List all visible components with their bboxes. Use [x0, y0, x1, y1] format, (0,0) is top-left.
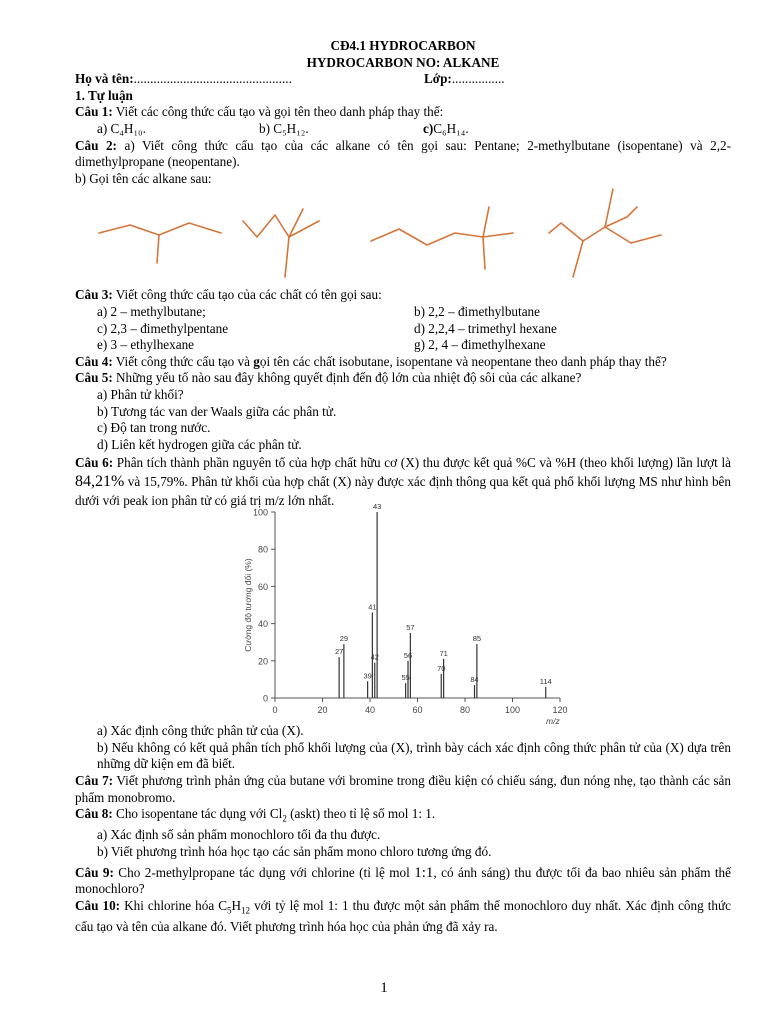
x-tick-label: 0	[272, 705, 278, 716]
question-4-text-1: Viết công thức cấu tạo và	[112, 353, 254, 369]
peak-label: 70	[437, 664, 446, 674]
peak-label: 55	[401, 673, 410, 683]
skeletal-molecule-1-branch	[157, 235, 159, 263]
title-line-1: CĐ4.1 HYDROCARBON	[330, 38, 476, 53]
question-4-bold-letter: g	[253, 353, 260, 369]
skeletal-molecule-2	[243, 215, 319, 237]
x-tick-label: 120	[552, 705, 568, 716]
peak-label: 29	[339, 634, 349, 644]
class-label: Lớp:	[424, 71, 452, 87]
skeletal-structures	[75, 187, 731, 287]
peak-label: 27	[334, 647, 344, 657]
question-3-item-a: a) 2 – methylbutane;	[97, 303, 206, 319]
peak-label: 71	[439, 649, 448, 659]
skeletal-molecule-3-branch-2	[483, 237, 485, 269]
question-10-text-1: Khi chlorine hóa C	[120, 897, 228, 913]
question-9-text-1: Cho 2-methylpropane tác dụng với chlorine (tỉ lệ mol	[113, 864, 415, 880]
question-2-text-a: a) Viết công thức cấu tạo của các alkane có tên gọi sau: Pentane; 2-methylbutane (isopentane) và 2,2-dimethylpropane (neopentane).	[75, 137, 731, 170]
question-10-label: Câu 10:	[75, 897, 121, 913]
question-6	[75, 453, 731, 510]
question-10-text-2: với tỷ lệ mol 1: 1 thu được một sản phẩm thế monochloro duy nhất. Xác định công thức cấu tạo và tên của alkane đó. Viết phương trình hóa học của phản ứng đã xảy ra.	[75, 897, 731, 935]
question-10	[75, 898, 731, 936]
question-1-option-c: C₆H₁₄.	[433, 120, 469, 136]
question-3-item-b: b) 2,2 – đimethylbutane	[414, 303, 540, 319]
question-4-text-2: ọi tên các chất isobutane, isopentane và neopentane theo danh pháp thay thế?	[259, 353, 667, 369]
question-9-text-2: , có ánh sáng) thu được tối đa bao nhiêu sản phẩm thế monochloro?	[75, 864, 731, 897]
skeletal-molecule-3-branch-1	[483, 207, 489, 237]
y-tick-label: 0	[262, 693, 268, 704]
question-10-text-h: H	[231, 897, 242, 913]
question-1-option-b: b) C₅H₁₂.	[259, 120, 309, 136]
peak-label: 56	[403, 651, 413, 661]
question-3-text: Viết công thức cấu tạo của các chất có tên gọi sau:	[112, 287, 382, 303]
x-tick-label: 40	[364, 705, 376, 716]
name-dots: ................................................	[133, 71, 292, 87]
question-9	[75, 865, 731, 898]
y-axis-label: Cường độ tương đối (%)	[243, 558, 253, 652]
question-2-label: Câu 2:	[75, 137, 117, 153]
x-tick-label: 20	[317, 705, 328, 716]
question-9-ratio: 1:1	[414, 864, 434, 881]
x-tick-label: 60	[412, 705, 423, 716]
question-3-item-e: e) 3 – ethylhexane	[97, 337, 195, 353]
title-line-2: HYDROCARBON NO: ALKANE	[306, 54, 500, 70]
question-3-label: Câu 3:	[75, 287, 113, 303]
skeletal-formulas-figure	[75, 187, 731, 287]
question-2-part-b: b) Gọi tên các alkane sau:	[75, 170, 212, 186]
section-heading: 1. Tự luận	[75, 87, 133, 103]
worksheet	[75, 38, 731, 936]
question-3-item-g: g) 2, 4 – đimethylhexane	[414, 337, 546, 353]
x-tick-label: 100	[504, 705, 521, 716]
question-5-option-a: a) Phân tử khối?	[97, 386, 184, 402]
question-2	[75, 138, 731, 171]
student-info	[75, 71, 731, 88]
question-8-part-b: b) Viết phương trình hóa học tạo các sản phẩm mono chloro tương ứng đó.	[97, 844, 492, 860]
question-10-subscript-2: 12	[241, 905, 251, 916]
x-tick-label: 80	[459, 705, 471, 716]
question-10-subscript-1: 5	[227, 905, 232, 916]
question-1	[75, 104, 731, 121]
question-3-row-1	[75, 304, 731, 321]
question-5-option-c: c) Độ tan trong nước.	[97, 420, 211, 436]
skeletal-molecule-4-branch-3	[605, 227, 631, 243]
name-label: Họ và tên:	[75, 71, 134, 87]
question-3-item-d: d) 2,2,4 – trimethyl hexane	[414, 320, 557, 336]
question-1-option-a: a) C₄H₁₀.	[97, 120, 146, 136]
question-7-text: Viết phương trình phản ứng của butane với bromine trong điều kiện có chiếu sáng, đun nóng nhẹ, tạo thành các sản phẩm monobromo.	[75, 773, 731, 805]
question-8-part-a: a) Xác định số sản phẩm monochloro tối đa thu được.	[97, 827, 381, 843]
question-3	[75, 287, 731, 304]
question-8-label: Câu 8:	[75, 806, 113, 822]
mass-spectrum-chart	[75, 502, 731, 727]
question-5-text: Những yếu tố nào sau đây không quyết định đến độ lớn của nhiệt độ sôi của các alkane?	[112, 370, 582, 386]
question-3-item-c: c) 2,3 – đimethylpentane	[97, 320, 229, 336]
skeletal-molecule-4-branch-1	[605, 189, 613, 227]
question-6-label: Câu 6:	[75, 455, 114, 471]
question-9-label: Câu 9:	[75, 864, 114, 880]
question-8-text-1: Cho isopentane tác dụng với Cl	[112, 806, 283, 822]
x-axis-label: m/z	[546, 716, 560, 727]
peak-label: 85	[472, 634, 482, 644]
question-1-label: Câu 1:	[75, 104, 113, 120]
question-3-row-2	[75, 321, 731, 338]
question-5-option-d: d) Liên kết hydrogen giữa các phân tử.	[97, 436, 302, 452]
y-tick-label: 60	[257, 582, 268, 593]
skeletal-molecule-4	[549, 207, 637, 241]
peak-label: 57	[406, 623, 415, 633]
y-tick-label: 80	[257, 544, 268, 555]
question-5-option-b: b) Tương tác van der Waals giữa các phân tử.	[97, 403, 337, 419]
question-1-options	[75, 121, 731, 138]
question-7-label: Câu 7:	[75, 773, 114, 789]
skeletal-molecule-4-branch-2	[573, 241, 583, 277]
mass-spectrum	[75, 502, 731, 727]
question-6-text-2: và 15,79%. Phân tử khối của hợp chất (X) này được xác định thông qua kết quả phổ khối lượng MS như hình bên dưới với peak ion phân tử có giá trị m/z lớn nhất.	[75, 474, 731, 509]
skeletal-molecule-2-branch-2	[285, 237, 289, 277]
peak-label: 42	[370, 652, 379, 662]
y-tick-label: 40	[257, 619, 268, 630]
question-8	[75, 806, 731, 827]
question-4-label: Câu 4:	[75, 353, 113, 369]
page-number: 1	[380, 980, 388, 996]
skeletal-molecule-1	[99, 223, 221, 235]
question-8-text-2: (askt) theo tỉ lệ số mol 1: 1.	[286, 806, 436, 822]
peak-label: 39	[363, 671, 372, 681]
question-8-subscript: 2	[282, 813, 287, 824]
skeletal-molecule-3	[371, 229, 483, 245]
peak-label: 84	[470, 675, 479, 685]
class-dots: ................	[451, 71, 505, 87]
question-6-percent-formula: 84,21%	[75, 473, 125, 491]
y-tick-label: 20	[257, 656, 268, 667]
skeletal-molecule-3-branch-3	[483, 233, 513, 237]
question-7	[75, 773, 731, 806]
question-6-part-b: b) Nếu không có kết quả phân tích phổ khối lượng của (X), trình bày cách xác định công thức phân tử của (X) dựa trên những dữ kiện em đã biết.	[97, 739, 731, 772]
question-6-part-a: a) Xác định công thức phân tử của (X).	[97, 723, 304, 739]
question-1-option-c-label: c)	[423, 120, 434, 136]
question-5	[75, 370, 731, 387]
question-4	[75, 354, 731, 371]
question-6-text-1: Phân tích thành phần nguyên tố của hợp chất hữu cơ (X) thu được kết quả %C và %H (theo khối lượng) lần lượt là	[113, 455, 731, 471]
question-3-row-3	[75, 337, 731, 354]
peak-label: 114	[539, 677, 552, 687]
peak-label: 43	[372, 502, 382, 512]
y-tick-label: 100	[252, 507, 268, 518]
question-1-text: Viết các công thức cấu tạo và gọi tên theo danh pháp thay thế:	[112, 104, 444, 120]
skeletal-molecule-4-branch-4	[631, 235, 661, 243]
question-5-label: Câu 5:	[75, 370, 113, 386]
peak-label: 41	[368, 602, 377, 612]
